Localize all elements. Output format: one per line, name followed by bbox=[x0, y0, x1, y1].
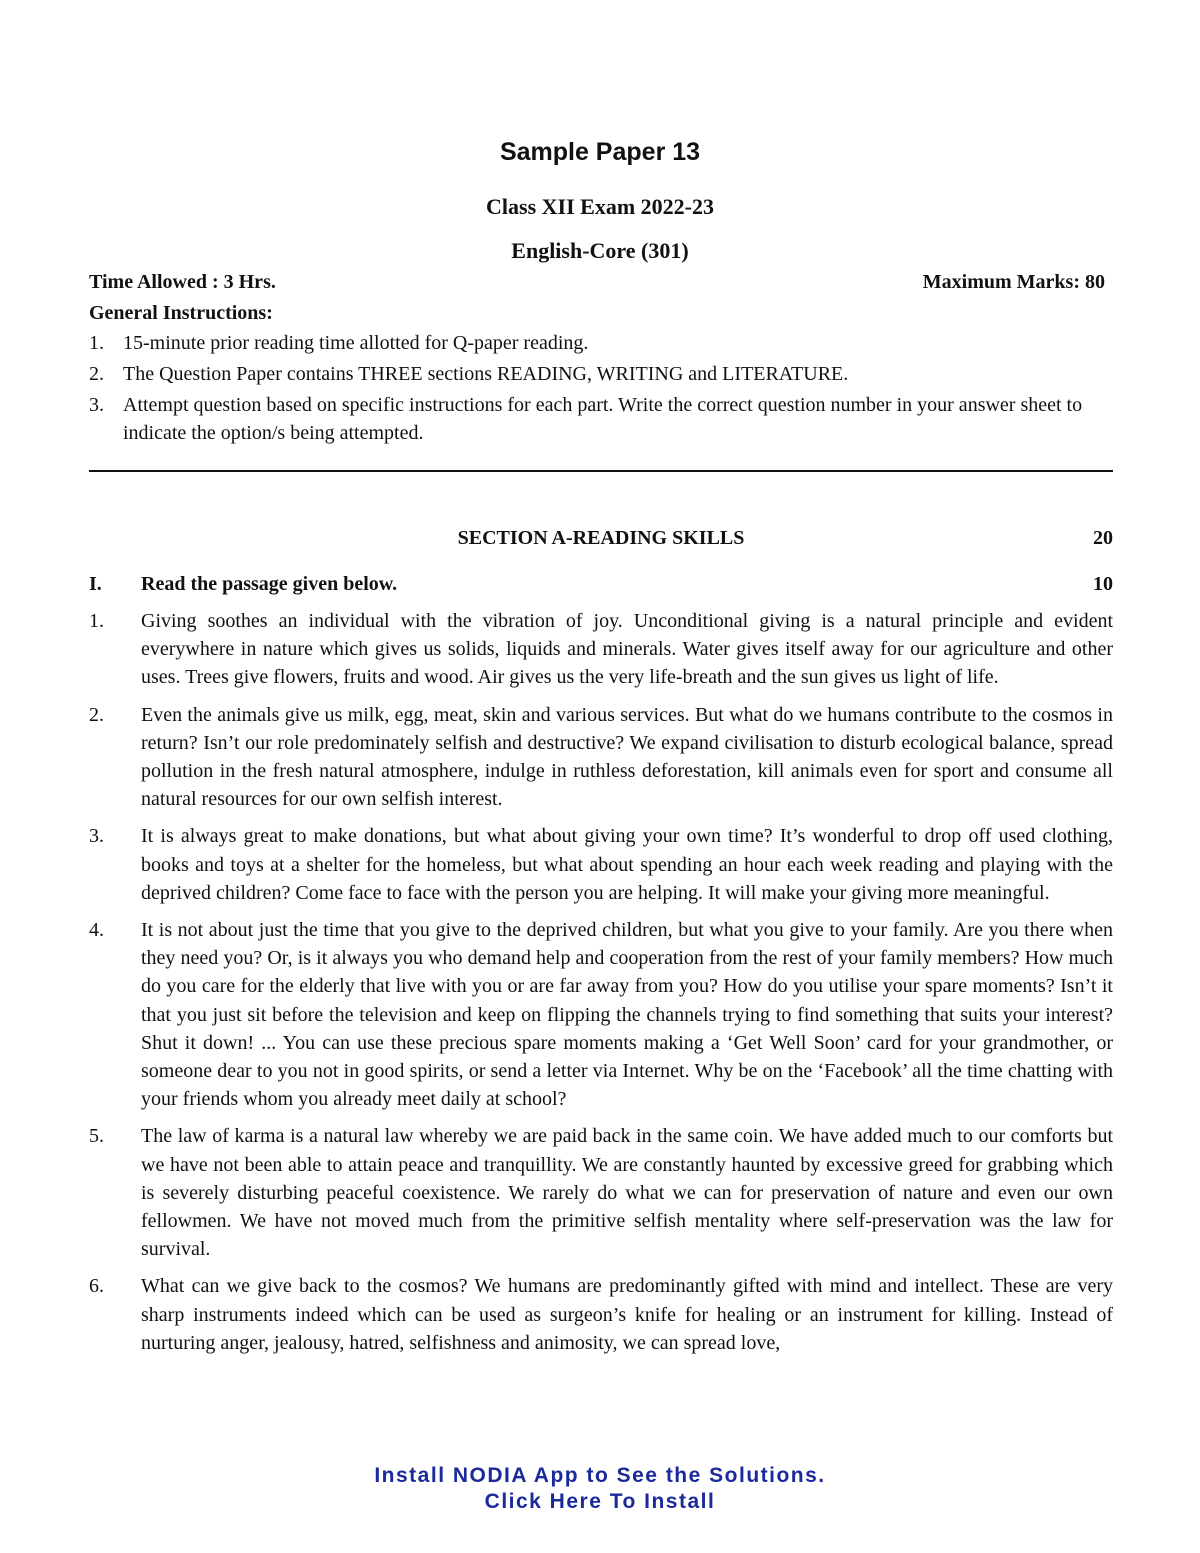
install-app-link[interactable]: Install NODIA App to See the Solutions. bbox=[374, 1464, 826, 1487]
instructions-list bbox=[89, 329, 1113, 450]
instruction-item bbox=[89, 360, 1113, 388]
passage-paragraph bbox=[89, 1122, 1113, 1263]
install-app-banner bbox=[0, 1463, 1200, 1515]
question-marks: 10 bbox=[1093, 573, 1113, 595]
passage-paragraph bbox=[89, 701, 1113, 814]
paper-title: Sample Paper 13 bbox=[499, 138, 701, 166]
paragraph-text: The law of karma is a natural law whereby we are paid back in the same coin. We have added much to our comforts but we have not been able to attain peace and tranquillity. We are constantly haunted by excessive greed for grabbing which is severely disturbing peaceful coexistence. We rarely do what we can for preservation of nature and even our own fellowmen. We have not moved much from the primitive selfish mentality where self-preservation was the law for survival. bbox=[141, 1125, 1113, 1261]
reading-passage bbox=[89, 607, 1113, 1366]
paragraph-text: Even the animals give us milk, egg, meat, skin and various services. But what do we humans contribute to the cosmos in return? Isn’t our role predominately selfish and destructive? We expand civilisation to disturb ecological balance, spread pollution in the fresh natural atmosphere, indulge in ruthless deforestation, kill animals even for sport and consume all natural resources for our own selfish interest. bbox=[141, 703, 1113, 811]
passage-paragraph bbox=[89, 607, 1113, 692]
paragraph-number: 1. bbox=[89, 610, 104, 632]
paragraph-number: 5. bbox=[89, 1125, 104, 1148]
class-exam-title: Class XII Exam 2022-23 bbox=[486, 194, 714, 219]
paragraph-text: It is not about just the time that you give to the deprived children, but what you give to your family. Are you there when they need you? Or, is it always you who demand help and cooperation from the rest of your family members? How much do you care for the elderly that live with you or are far away from you? How do you utilise your spare moments? Isn’t it that you just sit before the television and keep on flipping the channels trying to find something that suits your interest? Shut it down! ... You can use these precious spare moments making a ‘Get Well Soon’ card for your grandmother, or someone dear to you not in good spirits, or send a letter via Internet. Why be on the ‘Facebook’ all the time chatting with your friends whom you already meet daily at school? bbox=[141, 919, 1113, 1111]
instruction-number: 1. bbox=[89, 332, 104, 354]
question-number: I. bbox=[89, 573, 102, 595]
header-divider bbox=[89, 470, 1113, 472]
instruction-text: Attempt question based on specific instructions for each part. Write the correct question number in your answer sheet to indicate the option/s being attempted. bbox=[123, 394, 1083, 444]
instruction-number: 2. bbox=[89, 363, 104, 385]
question-text: Read the passage given below. bbox=[141, 573, 398, 595]
paragraph-number: 4. bbox=[89, 919, 104, 942]
paragraph-text: Giving soothes an individual with the vibration of joy. Unconditional giving is a natural principle and evident everywhere in nature which gives us solids, liquids and minerals. Water gives itself away for our agriculture and other uses. Trees give flowers, fruits and wood. Air gives us the very life-breath and the sun gives us light of life. bbox=[141, 610, 1113, 689]
instruction-item bbox=[89, 329, 1113, 357]
paragraph-text: What can we give back to the cosmos? We humans are predominantly gifted with mind and intellect. These are very sharp instruments indeed which can be used as surgeon’s knife for healing or an instrument for killing. Instead of nurturing anger, jealousy, hatred, selfishness and animosity, we can spread love, bbox=[141, 1275, 1113, 1354]
section-title: SECTION A-READING SKILLS bbox=[457, 527, 745, 549]
instructions-heading: General Instructions: bbox=[89, 302, 273, 324]
instruction-number: 3. bbox=[89, 394, 104, 416]
exam-meta-row bbox=[89, 268, 1105, 296]
time-allowed: Time Allowed : 3 Hrs. bbox=[89, 271, 276, 293]
subject-title: English-Core (301) bbox=[511, 238, 689, 263]
click-to-install-link[interactable]: Click Here To Install bbox=[484, 1490, 716, 1513]
question-header bbox=[89, 570, 1113, 598]
instruction-text: 15-minute prior reading time allotted for Q-paper reading. bbox=[123, 332, 589, 354]
section-marks: 20 bbox=[1093, 527, 1113, 549]
maximum-marks: Maximum Marks: 80 bbox=[922, 271, 1105, 293]
passage-paragraph bbox=[89, 1272, 1113, 1357]
instruction-item bbox=[89, 391, 1113, 447]
instruction-text: The Question Paper contains THREE sections READING, WRITING and LITERATURE. bbox=[123, 363, 849, 385]
passage-paragraph bbox=[89, 916, 1113, 1113]
paragraph-number: 3. bbox=[89, 825, 104, 848]
passage-paragraph bbox=[89, 822, 1113, 907]
paragraph-number: 6. bbox=[89, 1275, 104, 1298]
paragraph-text: It is always great to make donations, but what about giving your own time? It’s wonderful to drop off used clothing, books and toys at a shelter for the homeless, but what about spending an hour each week reading and playing with the deprived children? Come face to face with the person you are helping. It will make your giving more meaningful. bbox=[141, 825, 1113, 904]
paragraph-number: 2. bbox=[89, 703, 104, 726]
